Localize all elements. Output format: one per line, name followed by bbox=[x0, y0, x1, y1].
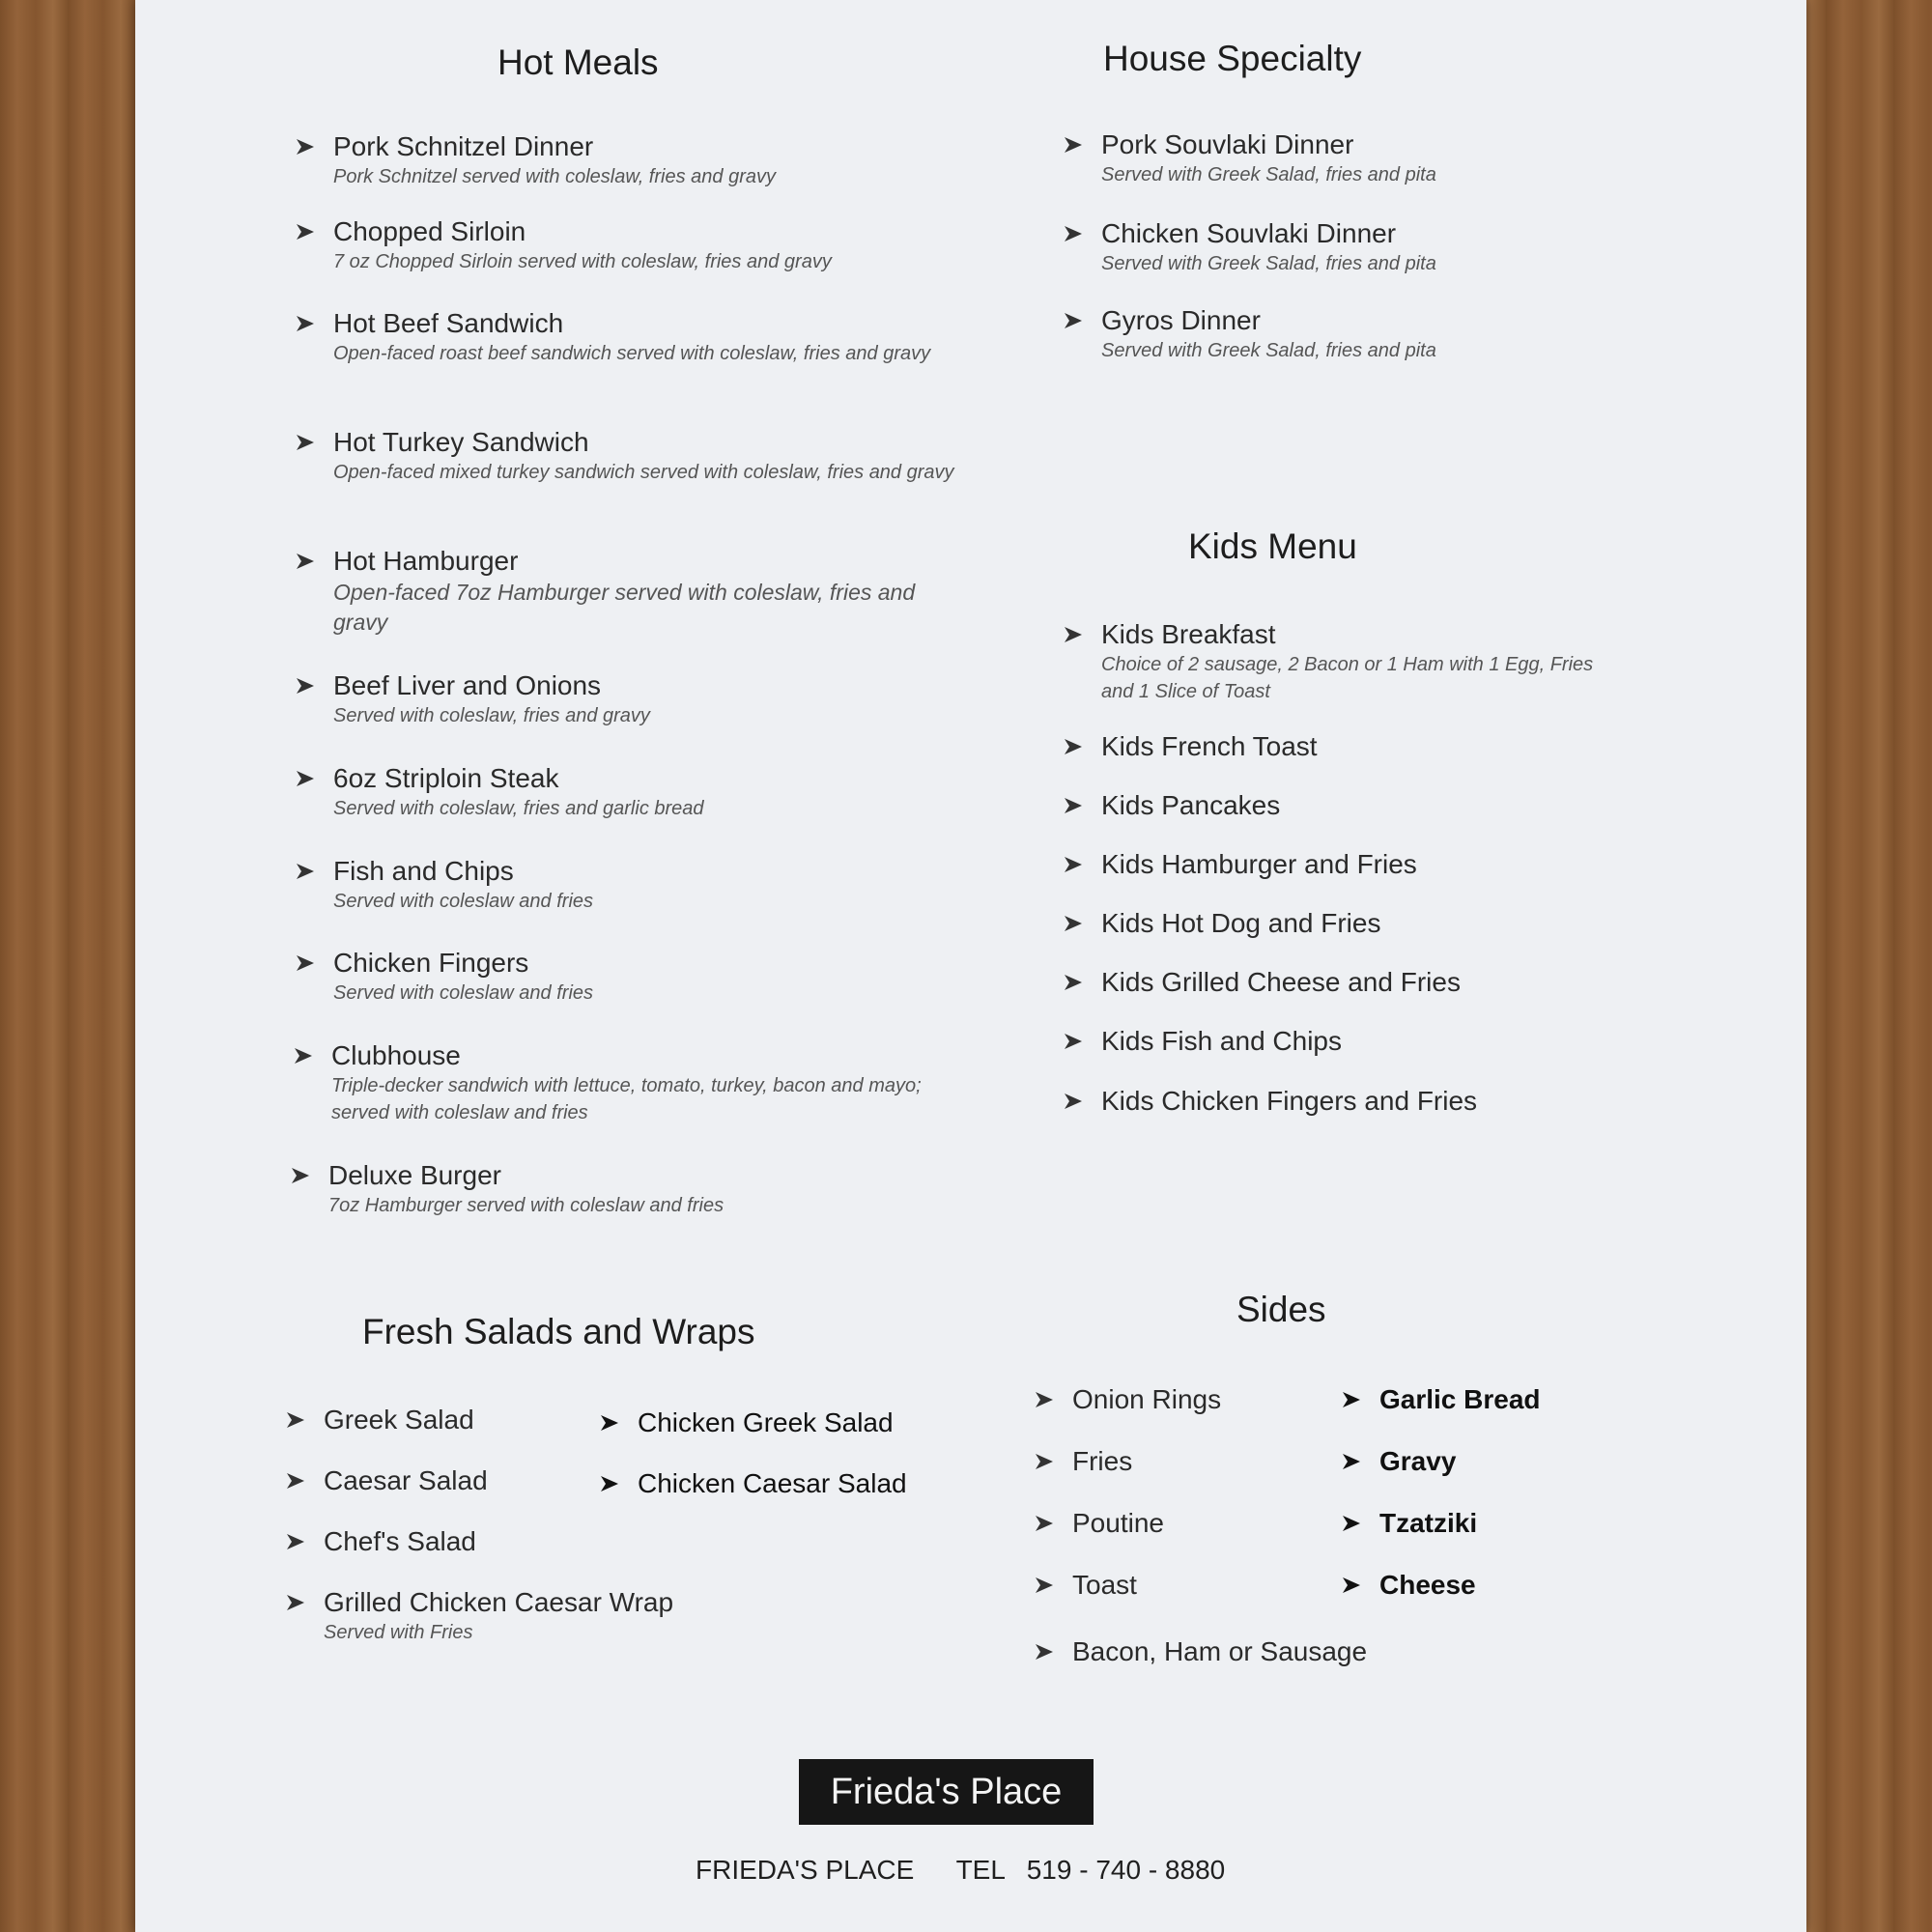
arrowhead-bullet-icon bbox=[1034, 1513, 1055, 1534]
item-description: 7 oz Chopped Sirloin served with coleslaw, fries and gravy bbox=[333, 251, 832, 272]
menu-item bbox=[599, 1467, 947, 1500]
menu-item bbox=[295, 855, 971, 915]
menu-item bbox=[295, 762, 971, 822]
item-name: Pork Souvlaki Dinner bbox=[1101, 129, 1354, 159]
item-name: Caesar Salad bbox=[324, 1465, 488, 1495]
hot-meals-heading: Hot Meals bbox=[497, 43, 659, 82]
menu-item bbox=[1341, 1445, 1631, 1478]
item-name: Kids Fish and Chips bbox=[1101, 1026, 1343, 1056]
item-name: Pork Schnitzel Dinner bbox=[333, 131, 594, 161]
arrowhead-bullet-icon bbox=[599, 1473, 620, 1494]
item-name: 6oz Striploin Steak bbox=[333, 763, 559, 793]
menu-item bbox=[1063, 907, 1739, 940]
item-name: Hot Hamburger bbox=[333, 546, 519, 576]
item-name: Kids Hot Dog and Fries bbox=[1101, 908, 1381, 938]
item-name: Kids Breakfast bbox=[1101, 619, 1276, 649]
item-name: Bacon, Ham or Sausage bbox=[1072, 1636, 1368, 1666]
item-name: Clubhouse bbox=[331, 1040, 461, 1070]
arrowhead-bullet-icon bbox=[293, 1045, 314, 1066]
menu-item bbox=[295, 545, 971, 638]
item-description: Served with coleslaw and fries bbox=[333, 982, 594, 1004]
menu-item bbox=[1341, 1383, 1631, 1416]
item-name: Gravy bbox=[1379, 1446, 1457, 1476]
menu-item bbox=[1341, 1569, 1631, 1602]
item-name: Hot Turkey Sandwich bbox=[333, 427, 589, 457]
arrowhead-bullet-icon bbox=[1034, 1451, 1055, 1472]
arrowhead-bullet-icon bbox=[295, 136, 316, 157]
menu-item bbox=[1341, 1507, 1631, 1540]
item-description: 7oz Hamburger served with coleslaw and fries bbox=[328, 1195, 724, 1216]
arrowhead-bullet-icon bbox=[285, 1470, 306, 1492]
item-name: Fish and Chips bbox=[333, 856, 514, 886]
item-description: Open-faced mixed turkey sandwich served with coleslaw, fries and gravy bbox=[333, 462, 954, 483]
item-name: Chef's Salad bbox=[324, 1526, 476, 1556]
arrowhead-bullet-icon bbox=[1063, 1091, 1084, 1112]
menu-item bbox=[1034, 1445, 1333, 1478]
menu-item bbox=[1034, 1569, 1333, 1602]
item-description: Served with coleslaw, fries and garlic bread bbox=[333, 798, 704, 819]
item-name: Deluxe Burger bbox=[328, 1160, 501, 1190]
arrowhead-bullet-icon bbox=[1063, 310, 1084, 331]
arrowhead-bullet-icon bbox=[1034, 1575, 1055, 1596]
arrowhead-bullet-icon bbox=[295, 861, 316, 882]
arrowhead-bullet-icon bbox=[1063, 1031, 1084, 1052]
menu-item bbox=[1063, 1025, 1739, 1058]
item-name: Chicken Fingers bbox=[333, 948, 529, 978]
item-name: Kids Grilled Cheese and Fries bbox=[1101, 967, 1461, 997]
menu-item bbox=[285, 1525, 594, 1558]
item-name: Beef Liver and Onions bbox=[333, 670, 602, 700]
arrowhead-bullet-icon bbox=[1341, 1451, 1362, 1472]
item-description: Choice of 2 sausage, 2 Bacon or 1 Ham with 1 Egg, Fries and 1 Slice of Toast bbox=[1101, 654, 1594, 702]
menu-item bbox=[1034, 1635, 1517, 1668]
item-name: Poutine bbox=[1072, 1508, 1164, 1538]
item-description: Served with Greek Salad, fries and pita bbox=[1101, 340, 1436, 361]
menu-item bbox=[1063, 1085, 1739, 1118]
menu-item bbox=[1063, 848, 1739, 881]
arrowhead-bullet-icon bbox=[1063, 134, 1084, 156]
item-name: Tzatziki bbox=[1379, 1508, 1478, 1538]
menu-item bbox=[295, 669, 971, 729]
item-name: Kids Chicken Fingers and Fries bbox=[1101, 1086, 1478, 1116]
item-description: Served with coleslaw and fries bbox=[333, 891, 594, 912]
footer-restaurant-name: FRIEDA'S PLACE bbox=[696, 1855, 915, 1885]
menu-item bbox=[295, 130, 971, 190]
menu-item bbox=[285, 1404, 594, 1436]
house-specialty-heading: House Specialty bbox=[1103, 39, 1362, 78]
restaurant-logo: Frieda's Place bbox=[799, 1759, 1094, 1825]
arrowhead-bullet-icon bbox=[1063, 795, 1084, 816]
arrowhead-bullet-icon bbox=[1034, 1641, 1055, 1662]
menu-item bbox=[295, 426, 971, 486]
footer-tel-label: TEL bbox=[955, 1855, 1006, 1885]
menu-item bbox=[1034, 1507, 1333, 1540]
item-name: Kids Pancakes bbox=[1101, 790, 1281, 820]
menu-item bbox=[285, 1586, 865, 1646]
menu-item bbox=[295, 947, 971, 1007]
sides-heading: Sides bbox=[1236, 1290, 1326, 1329]
arrowhead-bullet-icon bbox=[1341, 1575, 1362, 1596]
menu-item bbox=[1034, 1383, 1333, 1416]
menu-item bbox=[599, 1406, 947, 1439]
menu-item bbox=[1063, 304, 1739, 364]
arrowhead-bullet-icon bbox=[1341, 1513, 1362, 1534]
arrowhead-bullet-icon bbox=[1034, 1389, 1055, 1410]
footer-phone-number: 519 - 740 - 8880 bbox=[1026, 1855, 1226, 1885]
salads-heading: Fresh Salads and Wraps bbox=[362, 1312, 755, 1351]
item-name: Kids Hamburger and Fries bbox=[1101, 849, 1417, 879]
item-name: Onion Rings bbox=[1072, 1384, 1222, 1414]
item-name: Chopped Sirloin bbox=[333, 216, 526, 246]
item-description: Open-faced 7oz Hamburger served with coleslaw, fries and gravy bbox=[333, 580, 916, 635]
menu-item bbox=[1063, 618, 1604, 705]
menu-item bbox=[295, 307, 971, 367]
arrowhead-bullet-icon bbox=[1063, 854, 1084, 875]
item-name: Cheese bbox=[1379, 1570, 1476, 1600]
item-description: Served with Greek Salad, fries and pita bbox=[1101, 164, 1436, 185]
arrowhead-bullet-icon bbox=[599, 1412, 620, 1434]
arrowhead-bullet-icon bbox=[295, 551, 316, 572]
item-name: Chicken Caesar Salad bbox=[638, 1468, 907, 1498]
arrowhead-bullet-icon bbox=[1063, 913, 1084, 934]
item-name: Toast bbox=[1072, 1570, 1137, 1600]
item-description: Triple-decker sandwich with lettuce, tomato, turkey, bacon and mayo; served with coleslaw and fries bbox=[331, 1075, 922, 1123]
arrowhead-bullet-icon bbox=[285, 1592, 306, 1613]
arrowhead-bullet-icon bbox=[295, 432, 316, 453]
arrowhead-bullet-icon bbox=[1063, 736, 1084, 757]
arrowhead-bullet-icon bbox=[1063, 624, 1084, 645]
menu-item bbox=[295, 215, 971, 275]
item-name: Chicken Greek Salad bbox=[638, 1407, 894, 1437]
arrowhead-bullet-icon bbox=[295, 221, 316, 242]
menu-item bbox=[1063, 966, 1739, 999]
item-name: Gyros Dinner bbox=[1101, 305, 1261, 335]
item-description: Served with Greek Salad, fries and pita bbox=[1101, 253, 1436, 274]
item-name: Grilled Chicken Caesar Wrap bbox=[324, 1587, 674, 1617]
item-name: Greek Salad bbox=[324, 1405, 474, 1435]
item-description: Open-faced roast beef sandwich served with coleslaw, fries and gravy bbox=[333, 343, 931, 364]
arrowhead-bullet-icon bbox=[285, 1409, 306, 1431]
item-name: Hot Beef Sandwich bbox=[333, 308, 564, 338]
item-description: Served with Fries bbox=[324, 1622, 473, 1643]
arrowhead-bullet-icon bbox=[295, 952, 316, 974]
arrowhead-bullet-icon bbox=[1063, 972, 1084, 993]
item-name: Fries bbox=[1072, 1446, 1133, 1476]
arrowhead-bullet-icon bbox=[1063, 223, 1084, 244]
item-name: Chicken Souvlaki Dinner bbox=[1101, 218, 1397, 248]
menu-item bbox=[1063, 789, 1739, 822]
arrowhead-bullet-icon bbox=[290, 1165, 311, 1186]
menu-item bbox=[1063, 128, 1739, 188]
arrowhead-bullet-icon bbox=[295, 768, 316, 789]
menu-item bbox=[290, 1159, 966, 1219]
menu-item bbox=[1063, 730, 1739, 763]
menu-item bbox=[1063, 217, 1739, 277]
item-name: Kids French Toast bbox=[1101, 731, 1318, 761]
arrowhead-bullet-icon bbox=[295, 313, 316, 334]
menu-item bbox=[293, 1039, 969, 1126]
menu-page bbox=[135, 0, 1806, 1932]
footer-contact bbox=[696, 1855, 1225, 1886]
kids-menu-heading: Kids Menu bbox=[1188, 526, 1357, 566]
arrowhead-bullet-icon bbox=[285, 1531, 306, 1552]
menu-item bbox=[285, 1464, 594, 1497]
item-description: Served with coleslaw, fries and gravy bbox=[333, 705, 650, 726]
arrowhead-bullet-icon bbox=[295, 675, 316, 696]
item-name: Garlic Bread bbox=[1379, 1384, 1541, 1414]
arrowhead-bullet-icon bbox=[1341, 1389, 1362, 1410]
item-description: Pork Schnitzel served with coleslaw, fries and gravy bbox=[333, 166, 776, 187]
